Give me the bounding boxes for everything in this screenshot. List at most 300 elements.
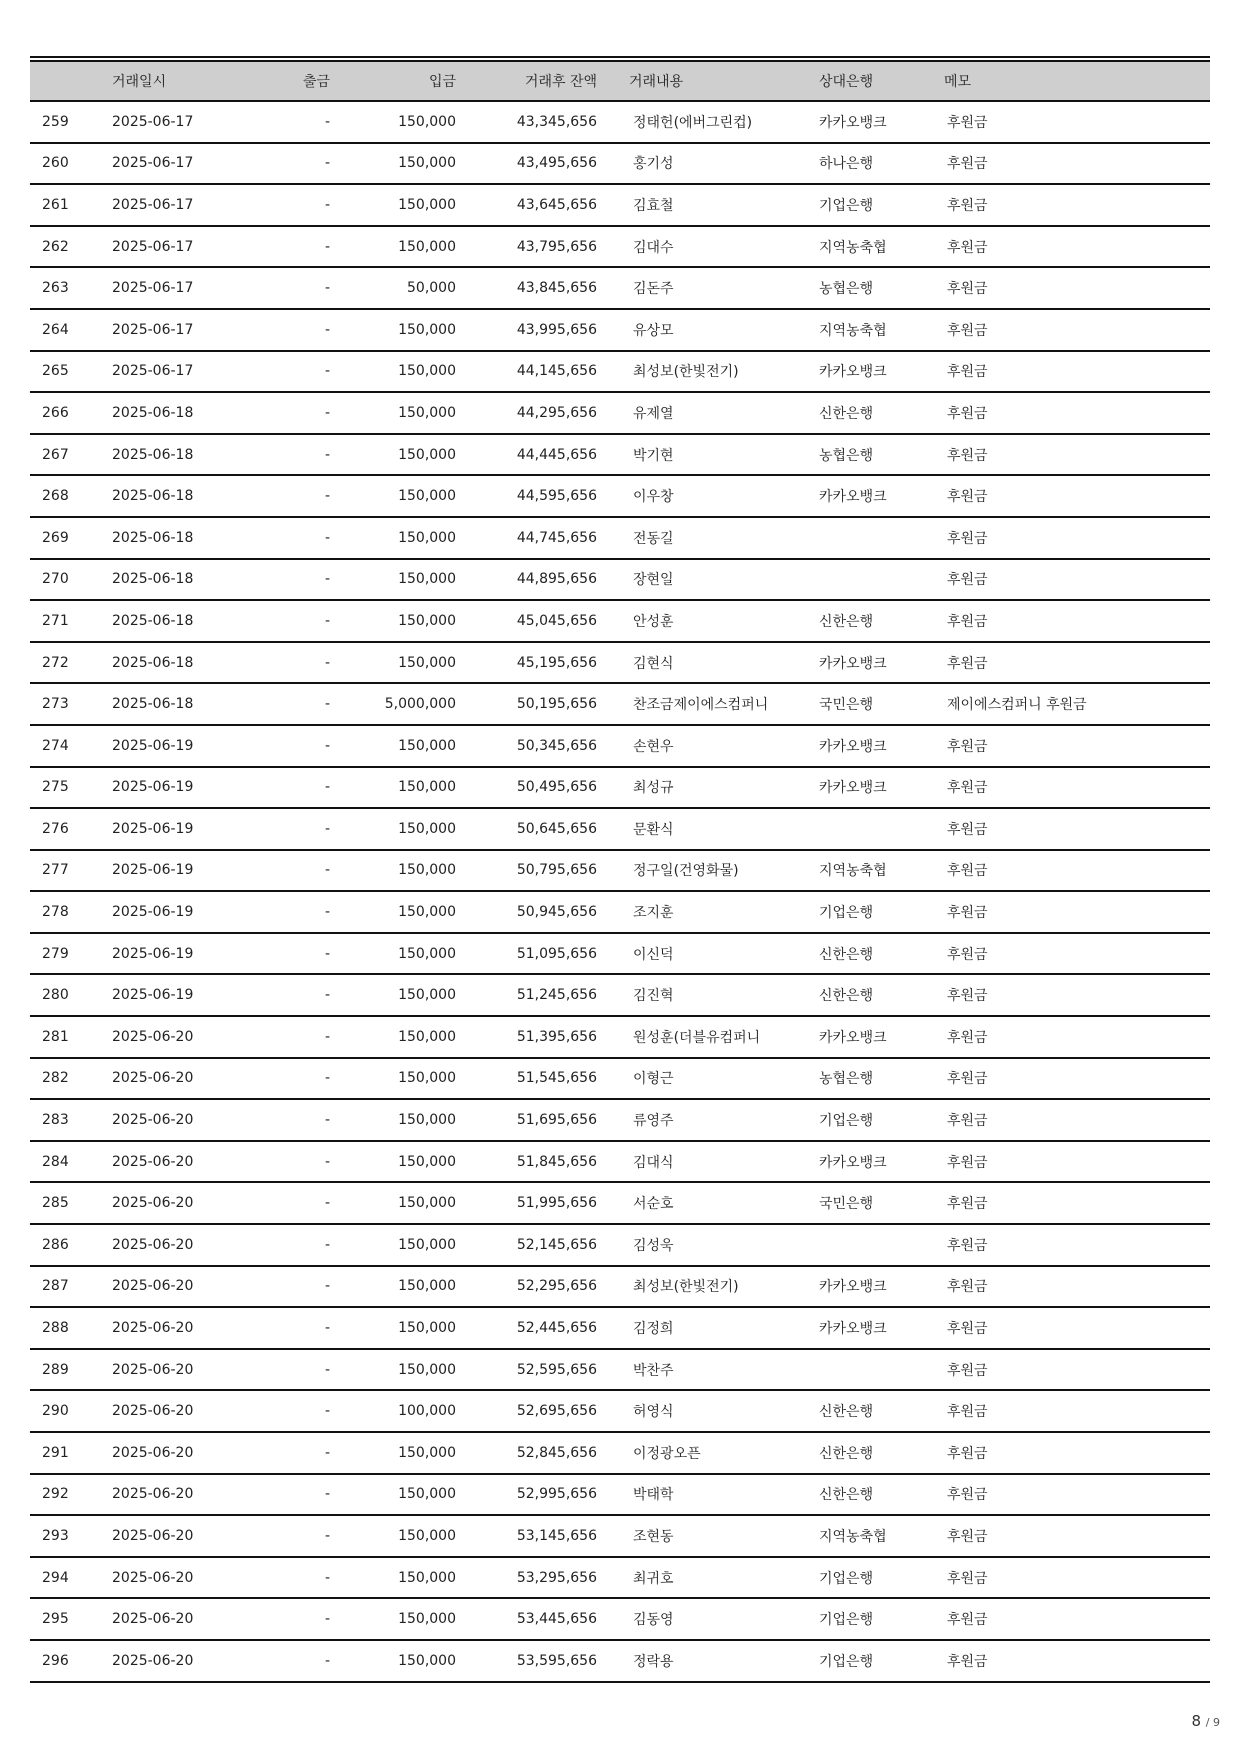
transaction-date: 2025-06-20	[112, 1527, 194, 1544]
transaction-date: 2025-06-20	[112, 1320, 194, 1337]
page-total: / 9	[1205, 1716, 1220, 1729]
withdrawal-amount: -	[324, 1112, 330, 1129]
header-memo: 메모	[944, 74, 972, 90]
balance-after: 52,695,656	[516, 1403, 597, 1420]
deposit-amount: 150,000	[398, 404, 456, 421]
transaction-date: 2025-06-18	[112, 571, 194, 588]
page-number	[1191, 1712, 1220, 1730]
transaction-description: 최성보(한빛전기)	[633, 1279, 739, 1296]
row-number: 287	[42, 1278, 69, 1295]
deposit-amount: 100,000	[398, 1403, 456, 1420]
table-header	[30, 61, 1210, 101]
table-row	[30, 517, 1210, 559]
memo: 후원금	[947, 1528, 988, 1545]
memo: 후원금	[947, 1487, 988, 1504]
row-number: 267	[42, 446, 69, 463]
withdrawal-amount: -	[324, 1652, 330, 1669]
row-number: 290	[42, 1403, 69, 1420]
deposit-amount: 150,000	[398, 113, 456, 130]
withdrawal-amount: -	[324, 404, 330, 421]
transaction-description: 박태학	[633, 1487, 674, 1504]
deposit-amount: 5,000,000	[384, 696, 456, 713]
header-deposit: 입금	[428, 74, 456, 90]
balance-after: 43,345,656	[516, 113, 597, 130]
table-row	[30, 683, 1210, 725]
deposit-amount: 150,000	[398, 820, 456, 837]
withdrawal-amount: -	[324, 945, 330, 962]
balance-after: 53,295,656	[516, 1569, 597, 1586]
table-row	[30, 933, 1210, 975]
deposit-amount: 150,000	[398, 1652, 456, 1669]
memo: 후원금	[947, 1362, 988, 1379]
table-row	[30, 1307, 1210, 1349]
balance-after: 51,395,656	[516, 1028, 597, 1045]
row-number: 272	[42, 654, 69, 671]
withdrawal-amount: -	[324, 862, 330, 879]
deposit-amount: 150,000	[398, 363, 456, 380]
counterparty-bank: 카카오뱅크	[819, 780, 887, 797]
deposit-amount: 150,000	[398, 904, 456, 921]
table-row	[30, 1598, 1210, 1640]
table-row	[30, 725, 1210, 767]
withdrawal-amount: -	[324, 1195, 330, 1212]
transaction-description: 김대수	[633, 239, 674, 256]
counterparty-bank	[819, 1224, 944, 1266]
transaction-date: 2025-06-20	[112, 1112, 194, 1129]
balance-after: 44,445,656	[516, 446, 597, 463]
transaction-date: 2025-06-18	[112, 654, 194, 671]
row-number: 280	[42, 987, 69, 1004]
counterparty-bank: 지역농축협	[819, 239, 887, 256]
transaction-description: 전동길	[633, 530, 674, 547]
balance-after: 53,445,656	[516, 1611, 597, 1628]
deposit-amount: 150,000	[398, 1112, 456, 1129]
withdrawal-amount: -	[324, 1278, 330, 1295]
table-row	[30, 351, 1210, 393]
memo: 후원금	[947, 322, 988, 339]
deposit-amount: 150,000	[398, 612, 456, 629]
transaction-description: 원성훈(더블유컴퍼니	[633, 1029, 761, 1046]
table-row	[30, 1432, 1210, 1474]
balance-after: 44,145,656	[516, 363, 597, 380]
withdrawal-amount: -	[324, 1527, 330, 1544]
memo: 후원금	[947, 530, 988, 547]
table-row	[30, 1266, 1210, 1308]
transaction-date: 2025-06-17	[112, 321, 194, 338]
balance-after: 51,845,656	[516, 1153, 597, 1170]
counterparty-bank	[819, 1349, 944, 1391]
table-row	[30, 1099, 1210, 1141]
balance-after: 52,845,656	[516, 1444, 597, 1461]
counterparty-bank: 지역농축협	[819, 863, 887, 880]
memo: 후원금	[947, 1404, 988, 1421]
memo: 후원금	[947, 655, 988, 672]
row-number: 295	[42, 1611, 69, 1628]
balance-after: 51,095,656	[516, 945, 597, 962]
balance-after: 53,595,656	[516, 1652, 597, 1669]
counterparty-bank: 카카오뱅크	[819, 1321, 887, 1338]
table-row	[30, 1058, 1210, 1100]
balance-after: 50,195,656	[516, 696, 597, 713]
transaction-date: 2025-06-17	[112, 155, 194, 172]
transaction-description: 이신덕	[633, 946, 674, 963]
row-number: 266	[42, 404, 69, 421]
transaction-description: 손현우	[633, 738, 674, 755]
counterparty-bank: 카카오뱅크	[819, 114, 887, 131]
deposit-amount: 150,000	[398, 1527, 456, 1544]
row-number: 282	[42, 1070, 69, 1087]
balance-after: 43,995,656	[516, 321, 597, 338]
counterparty-bank: 기업은행	[819, 1612, 874, 1629]
withdrawal-amount: -	[324, 737, 330, 754]
memo: 후원금	[947, 197, 988, 214]
memo: 후원금	[947, 281, 988, 298]
row-number: 262	[42, 238, 69, 255]
row-number: 275	[42, 779, 69, 796]
withdrawal-amount: -	[324, 1403, 330, 1420]
table-row	[30, 850, 1210, 892]
counterparty-bank: 신한은행	[819, 405, 874, 422]
transaction-description: 홍기성	[633, 156, 674, 173]
transaction-description: 문환식	[633, 821, 674, 838]
deposit-amount: 50,000	[407, 280, 456, 297]
transaction-description: 김돈주	[633, 281, 674, 298]
balance-after: 44,295,656	[516, 404, 597, 421]
transaction-date: 2025-06-17	[112, 280, 194, 297]
transaction-date: 2025-06-20	[112, 1403, 194, 1420]
row-number: 259	[42, 113, 69, 130]
memo: 후원금	[947, 572, 988, 589]
memo: 후원금	[947, 447, 988, 464]
deposit-amount: 150,000	[398, 1278, 456, 1295]
balance-after: 45,045,656	[516, 612, 597, 629]
table-row	[30, 267, 1210, 309]
row-number: 260	[42, 155, 69, 172]
withdrawal-amount: -	[324, 571, 330, 588]
balance-after: 50,795,656	[516, 862, 597, 879]
row-number: 294	[42, 1569, 69, 1586]
table-row	[30, 309, 1210, 351]
row-number: 270	[42, 571, 69, 588]
balance-after: 50,495,656	[516, 779, 597, 796]
table-row	[30, 226, 1210, 268]
transaction-description: 이형근	[633, 1071, 674, 1088]
counterparty-bank: 국민은행	[819, 697, 874, 714]
transaction-description: 찬조금제이에스컴퍼니	[633, 697, 769, 714]
memo: 후원금	[947, 1279, 988, 1296]
memo: 후원금	[947, 988, 988, 1005]
table-row	[30, 1640, 1210, 1682]
transaction-description: 김대식	[633, 1154, 674, 1171]
counterparty-bank: 카카오뱅크	[819, 1279, 887, 1296]
balance-after: 43,645,656	[516, 196, 597, 213]
deposit-amount: 150,000	[398, 155, 456, 172]
counterparty-bank	[819, 517, 944, 559]
counterparty-bank: 지역농축협	[819, 1528, 887, 1545]
withdrawal-amount: -	[324, 1611, 330, 1628]
transaction-date: 2025-06-20	[112, 1569, 194, 1586]
withdrawal-amount: -	[324, 446, 330, 463]
balance-after: 52,145,656	[516, 1236, 597, 1253]
header-date: 거래일시	[112, 74, 167, 90]
row-number: 274	[42, 737, 69, 754]
counterparty-bank: 카카오뱅크	[819, 1029, 887, 1046]
withdrawal-amount: -	[324, 612, 330, 629]
transaction-date: 2025-06-18	[112, 529, 194, 546]
counterparty-bank: 신한은행	[819, 613, 874, 630]
withdrawal-amount: -	[324, 238, 330, 255]
balance-after: 45,195,656	[516, 654, 597, 671]
deposit-amount: 150,000	[398, 1444, 456, 1461]
deposit-amount: 150,000	[398, 1486, 456, 1503]
counterparty-bank: 기업은행	[819, 1570, 874, 1587]
counterparty-bank: 기업은행	[819, 1113, 874, 1130]
counterparty-bank: 카카오뱅크	[819, 1154, 887, 1171]
transaction-date: 2025-06-20	[112, 1278, 194, 1295]
transaction-description: 박기현	[633, 447, 674, 464]
deposit-amount: 150,000	[398, 654, 456, 671]
memo: 후원금	[947, 1321, 988, 1338]
header-no	[30, 61, 104, 101]
memo: 후원금	[947, 364, 988, 381]
memo: 후원금	[947, 239, 988, 256]
header-row	[30, 61, 1210, 101]
memo: 후원금	[947, 114, 988, 131]
row-number: 296	[42, 1652, 69, 1669]
transaction-description: 서순호	[633, 1196, 674, 1213]
memo: 후원금	[947, 405, 988, 422]
memo: 후원금	[947, 1445, 988, 1462]
memo: 후원금	[947, 863, 988, 880]
transaction-date: 2025-06-18	[112, 612, 194, 629]
row-number: 281	[42, 1028, 69, 1045]
transaction-description: 이정광오픈	[633, 1445, 701, 1462]
transaction-description: 최성보(한빛전기)	[633, 364, 739, 381]
balance-after: 52,995,656	[516, 1486, 597, 1503]
row-number: 271	[42, 612, 69, 629]
transaction-table	[30, 60, 1210, 1683]
transaction-date: 2025-06-20	[112, 1070, 194, 1087]
withdrawal-amount: -	[324, 321, 330, 338]
withdrawal-amount: -	[324, 987, 330, 1004]
memo: 후원금	[947, 1237, 988, 1254]
balance-after: 50,645,656	[516, 820, 597, 837]
withdrawal-amount: -	[324, 155, 330, 172]
counterparty-bank	[819, 808, 944, 850]
balance-after: 51,245,656	[516, 987, 597, 1004]
transaction-description: 류영주	[633, 1113, 674, 1130]
transaction-date: 2025-06-18	[112, 446, 194, 463]
counterparty-bank: 농협은행	[819, 1071, 874, 1088]
transaction-description: 김진혁	[633, 988, 674, 1005]
table-row	[30, 101, 1210, 143]
deposit-amount: 150,000	[398, 571, 456, 588]
memo: 후원금	[947, 1113, 988, 1130]
table-row	[30, 392, 1210, 434]
transaction-date: 2025-06-17	[112, 196, 194, 213]
transaction-description: 조현동	[633, 1528, 674, 1545]
memo: 제이에스컴퍼니 후원금	[947, 697, 1087, 714]
balance-after: 44,895,656	[516, 571, 597, 588]
counterparty-bank: 카카오뱅크	[819, 489, 887, 506]
memo: 후원금	[947, 738, 988, 755]
row-number: 263	[42, 280, 69, 297]
table-row	[30, 475, 1210, 517]
deposit-amount: 150,000	[398, 779, 456, 796]
withdrawal-amount: -	[324, 820, 330, 837]
page-current: 8	[1191, 1712, 1202, 1730]
withdrawal-amount: -	[324, 1444, 330, 1461]
counterparty-bank: 카카오뱅크	[819, 364, 887, 381]
withdrawal-amount: -	[324, 1320, 330, 1337]
withdrawal-amount: -	[324, 529, 330, 546]
withdrawal-amount: -	[324, 904, 330, 921]
transaction-description: 장현일	[633, 572, 674, 589]
withdrawal-amount: -	[324, 1070, 330, 1087]
transaction-description: 안성훈	[633, 613, 674, 630]
transaction-date: 2025-06-17	[112, 363, 194, 380]
transaction-date: 2025-06-18	[112, 404, 194, 421]
transaction-description: 정태헌(에버그린컵)	[633, 114, 753, 131]
transaction-date: 2025-06-20	[112, 1195, 194, 1212]
deposit-amount: 150,000	[398, 945, 456, 962]
row-number: 291	[42, 1444, 69, 1461]
transaction-description: 최성규	[633, 780, 674, 797]
balance-after: 53,145,656	[516, 1527, 597, 1544]
deposit-amount: 150,000	[398, 862, 456, 879]
transaction-date: 2025-06-20	[112, 1486, 194, 1503]
transaction-date: 2025-06-20	[112, 1611, 194, 1628]
withdrawal-amount: -	[324, 1569, 330, 1586]
deposit-amount: 150,000	[398, 1153, 456, 1170]
table-row	[30, 1474, 1210, 1516]
transaction-date: 2025-06-18	[112, 488, 194, 505]
counterparty-bank: 지역농축협	[819, 322, 887, 339]
deposit-amount: 150,000	[398, 987, 456, 1004]
row-number: 288	[42, 1320, 69, 1337]
balance-after: 50,345,656	[516, 737, 597, 754]
balance-after: 44,745,656	[516, 529, 597, 546]
row-number: 278	[42, 904, 69, 921]
transaction-ledger	[30, 56, 1210, 1683]
deposit-amount: 150,000	[398, 196, 456, 213]
table-row	[30, 974, 1210, 1016]
row-number: 264	[42, 321, 69, 338]
deposit-amount: 150,000	[398, 1361, 456, 1378]
transaction-date: 2025-06-20	[112, 1444, 194, 1461]
transaction-description: 허영식	[633, 1404, 674, 1421]
withdrawal-amount: -	[324, 488, 330, 505]
table-row	[30, 1349, 1210, 1391]
transaction-description: 김정희	[633, 1321, 674, 1338]
counterparty-bank: 농협은행	[819, 447, 874, 464]
table-row	[30, 1515, 1210, 1557]
transaction-date: 2025-06-19	[112, 779, 194, 796]
transaction-date: 2025-06-17	[112, 113, 194, 130]
balance-after: 44,595,656	[516, 488, 597, 505]
withdrawal-amount: -	[324, 1236, 330, 1253]
row-number: 273	[42, 696, 69, 713]
transaction-description: 유상모	[633, 322, 674, 339]
withdrawal-amount: -	[324, 1153, 330, 1170]
row-number: 265	[42, 363, 69, 380]
row-number: 261	[42, 196, 69, 213]
table-row	[30, 1557, 1210, 1599]
balance-after: 51,545,656	[516, 1070, 597, 1087]
row-number: 268	[42, 488, 69, 505]
row-number: 289	[42, 1361, 69, 1378]
deposit-amount: 150,000	[398, 488, 456, 505]
row-number: 284	[42, 1153, 69, 1170]
transaction-description: 조지훈	[633, 905, 674, 922]
balance-after: 43,795,656	[516, 238, 597, 255]
row-number: 277	[42, 862, 69, 879]
transaction-date: 2025-06-20	[112, 1028, 194, 1045]
table-row	[30, 808, 1210, 850]
deposit-amount: 150,000	[398, 321, 456, 338]
deposit-amount: 150,000	[398, 1070, 456, 1087]
transaction-description: 김효철	[633, 197, 674, 214]
row-number: 269	[42, 529, 69, 546]
table-row	[30, 184, 1210, 226]
table-row	[30, 559, 1210, 601]
balance-after: 43,495,656	[516, 155, 597, 172]
transaction-description: 박찬주	[633, 1362, 674, 1379]
memo: 후원금	[947, 905, 988, 922]
balance-after: 43,845,656	[516, 280, 597, 297]
transaction-date: 2025-06-18	[112, 696, 194, 713]
counterparty-bank: 카카오뱅크	[819, 655, 887, 672]
counterparty-bank: 농협은행	[819, 281, 874, 298]
counterparty-bank: 신한은행	[819, 946, 874, 963]
deposit-amount: 150,000	[398, 1236, 456, 1253]
table-row	[30, 1224, 1210, 1266]
memo: 후원금	[947, 613, 988, 630]
memo: 후원금	[947, 780, 988, 797]
table-row	[30, 434, 1210, 476]
deposit-amount: 150,000	[398, 529, 456, 546]
row-number: 283	[42, 1112, 69, 1129]
withdrawal-amount: -	[324, 1028, 330, 1045]
transaction-description: 유제열	[633, 405, 674, 422]
counterparty-bank: 국민은행	[819, 1196, 874, 1213]
row-number: 279	[42, 945, 69, 962]
row-number: 292	[42, 1486, 69, 1503]
memo: 후원금	[947, 946, 988, 963]
transaction-date: 2025-06-19	[112, 987, 194, 1004]
transaction-description: 정구일(건영화물)	[633, 863, 739, 880]
memo: 후원금	[947, 489, 988, 506]
withdrawal-amount: -	[324, 1361, 330, 1378]
table-row	[30, 1016, 1210, 1058]
transaction-date: 2025-06-20	[112, 1153, 194, 1170]
transaction-date: 2025-06-19	[112, 737, 194, 754]
transaction-date: 2025-06-17	[112, 238, 194, 255]
deposit-amount: 150,000	[398, 737, 456, 754]
header-description: 거래내용	[629, 74, 684, 90]
memo: 후원금	[947, 1653, 988, 1670]
transaction-description: 김동영	[633, 1612, 674, 1629]
deposit-amount: 150,000	[398, 238, 456, 255]
table-row	[30, 1141, 1210, 1183]
counterparty-bank: 기업은행	[819, 905, 874, 922]
memo: 후원금	[947, 821, 988, 838]
memo: 후원금	[947, 156, 988, 173]
header-withdrawal: 출금	[302, 74, 330, 90]
transaction-description: 최귀호	[633, 1570, 674, 1587]
counterparty-bank: 신한은행	[819, 1404, 874, 1421]
withdrawal-amount: -	[324, 196, 330, 213]
